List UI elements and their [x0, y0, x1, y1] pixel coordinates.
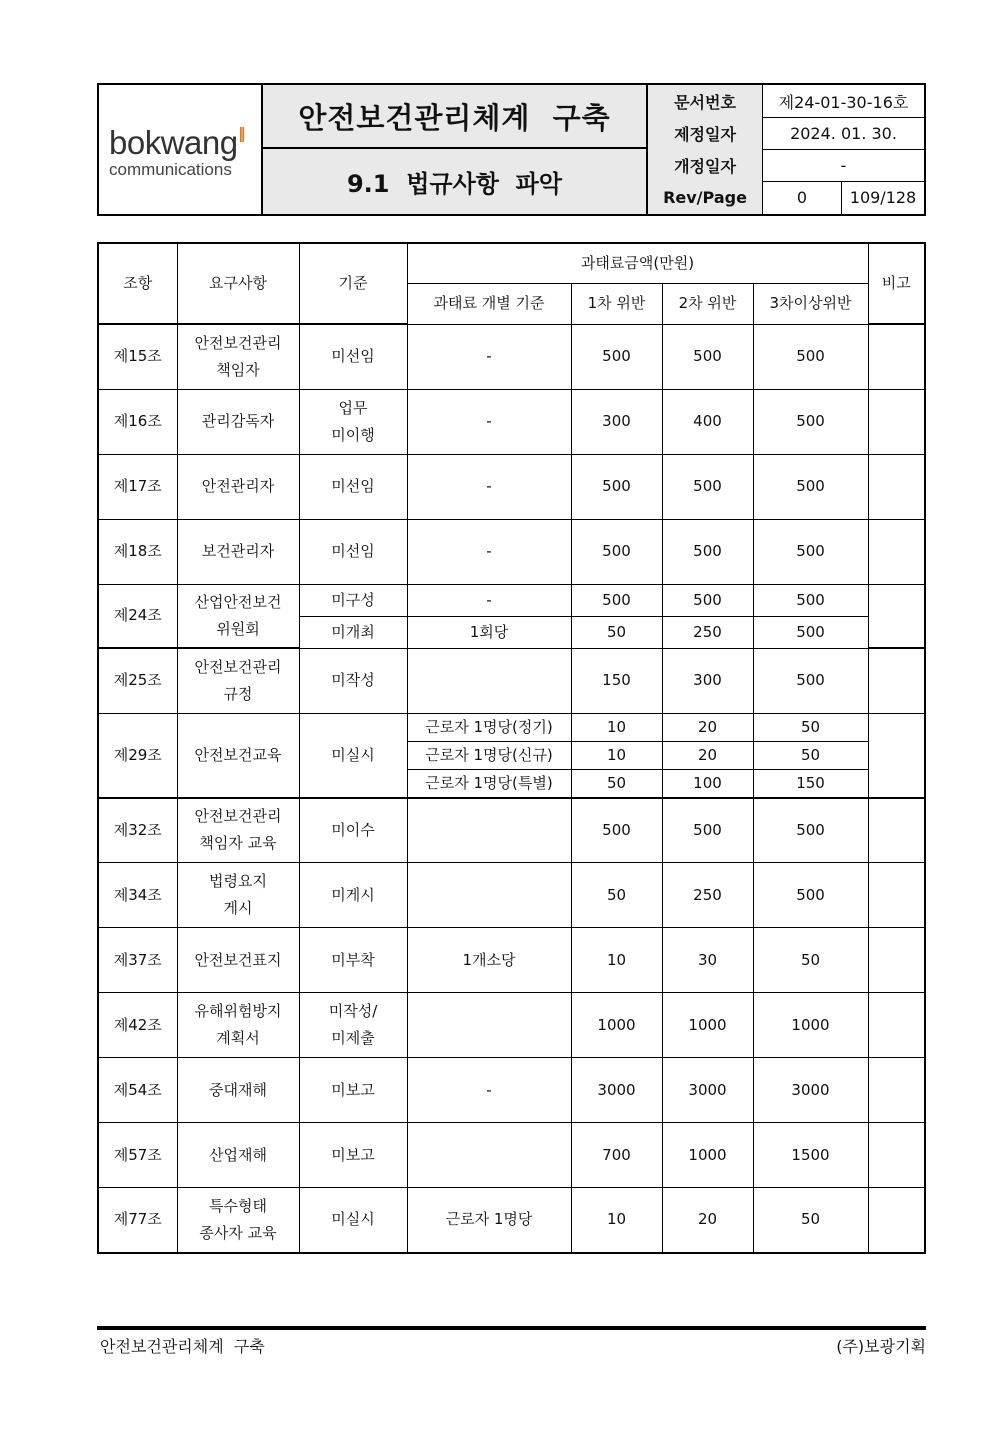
header-second: 2차 위반 [662, 283, 753, 324]
third-cell: 50 [753, 741, 868, 769]
first-cell: 500 [571, 584, 662, 616]
first-cell: 150 [571, 648, 662, 713]
basis-cell: - [407, 584, 571, 616]
article-cell: 제15조 [98, 324, 177, 389]
note-cell [868, 713, 925, 798]
basis-cell: 1회당 [407, 616, 571, 648]
note-cell [868, 519, 925, 584]
meta-row-rev-page [648, 181, 924, 214]
note-cell [868, 863, 925, 928]
criteria-cell: 미게시 [299, 863, 407, 928]
third-cell: 500 [753, 798, 868, 863]
meta-value: 제24-01-30-16호 [778, 92, 909, 112]
logo-name: bokwang [109, 124, 238, 161]
header-article: 조항 [98, 243, 177, 324]
requirement-cell: 특수형태 종사자 교육 [177, 1188, 299, 1253]
article-cell: 제32조 [98, 798, 177, 863]
article-cell: 제34조 [98, 863, 177, 928]
table-row [98, 324, 925, 389]
meta-row-revised [648, 149, 924, 182]
first-cell: 50 [571, 616, 662, 648]
criteria-cell: 업무 미이행 [299, 389, 407, 454]
table-row [98, 798, 925, 863]
document-meta [648, 85, 924, 214]
note-cell [868, 648, 925, 713]
header-third: 3차이상위반 [753, 283, 868, 324]
basis-cell: - [407, 1058, 571, 1123]
table-row [98, 993, 925, 1058]
meta-value: - [840, 155, 847, 175]
table-row [98, 1058, 925, 1123]
requirement-cell: 관리감독자 [177, 389, 299, 454]
table-row [98, 1123, 925, 1188]
requirement-cell: 안전보건교육 [177, 713, 299, 798]
meta-label: 문서번호 [648, 85, 763, 117]
logo-subtext: communications [109, 160, 232, 179]
second-cell: 20 [662, 713, 753, 741]
article-cell: 제24조 [98, 584, 177, 648]
note-cell [868, 454, 925, 519]
basis-cell: 근로자 1명당(신규) [407, 741, 571, 769]
third-cell: 1000 [753, 993, 868, 1058]
basis-cell: 근로자 1명당(특별) [407, 769, 571, 798]
basis-cell [407, 993, 571, 1058]
article-cell: 제17조 [98, 454, 177, 519]
meta-row-doc-number [648, 85, 924, 118]
second-cell: 250 [662, 863, 753, 928]
third-cell: 50 [753, 713, 868, 741]
criteria-cell: 미실시 [299, 713, 407, 798]
requirement-cell: 유해위험방지 계획서 [177, 993, 299, 1058]
third-cell: 500 [753, 519, 868, 584]
table-row [98, 713, 925, 741]
meta-label: 개정일자 [648, 149, 763, 181]
requirement-cell: 산업안전보건 위원회 [177, 584, 299, 648]
meta-value: 2024. 01. 30. [790, 123, 897, 143]
table-row [98, 519, 925, 584]
first-cell: 500 [571, 324, 662, 389]
note-cell [868, 993, 925, 1058]
header-criteria: 기준 [299, 243, 407, 324]
second-cell: 30 [662, 928, 753, 993]
meta-row-established [648, 117, 924, 150]
criteria-cell: 미부착 [299, 928, 407, 993]
note-cell [868, 798, 925, 863]
basis-cell [407, 863, 571, 928]
basis-cell [407, 798, 571, 863]
second-cell: 1000 [662, 1123, 753, 1188]
criteria-cell: 미실시 [299, 1188, 407, 1253]
meta-rev: 0 [763, 181, 842, 214]
requirement-cell: 안전보건관리 책임자 [177, 324, 299, 389]
note-cell [868, 928, 925, 993]
criteria-cell: 미선임 [299, 519, 407, 584]
meta-label: Rev/Page [648, 181, 763, 214]
third-cell: 500 [753, 616, 868, 648]
article-cell: 제57조 [98, 1123, 177, 1188]
first-cell: 3000 [571, 1058, 662, 1123]
first-cell: 300 [571, 389, 662, 454]
article-cell: 제42조 [98, 993, 177, 1058]
header-fine-group: 과태료금액(만원) [407, 243, 868, 283]
first-cell: 500 [571, 798, 662, 863]
section-title: 9.1 법규사항 파악 [263, 149, 648, 214]
basis-cell: - [407, 324, 571, 389]
table-row [98, 648, 925, 713]
footer-left: 안전보건관리체계 구축 [100, 1337, 265, 1356]
requirement-cell: 안전보건표지 [177, 928, 299, 993]
basis-cell [407, 1123, 571, 1188]
third-cell: 50 [753, 1188, 868, 1253]
third-cell: 50 [753, 928, 868, 993]
requirement-cell: 안전보건관리 책임자 교육 [177, 798, 299, 863]
requirement-cell: 중대재해 [177, 1058, 299, 1123]
third-cell: 500 [753, 324, 868, 389]
second-cell: 20 [662, 741, 753, 769]
second-cell: 100 [662, 769, 753, 798]
meta-page: 109/128 [849, 188, 917, 207]
criteria-cell: 미선임 [299, 454, 407, 519]
first-cell: 10 [571, 741, 662, 769]
first-cell: 10 [571, 928, 662, 993]
second-cell: 500 [662, 798, 753, 863]
basis-cell: 근로자 1명당 [407, 1188, 571, 1253]
requirement-cell: 안전보건관리 규정 [177, 648, 299, 713]
penalty-table [97, 242, 926, 1254]
table-row [98, 584, 925, 616]
table-row [98, 1188, 925, 1253]
second-cell: 400 [662, 389, 753, 454]
company-logo [99, 85, 263, 214]
table-row [98, 863, 925, 928]
requirement-cell: 산업재해 [177, 1123, 299, 1188]
second-cell: 500 [662, 584, 753, 616]
requirement-cell: 법령요지 게시 [177, 863, 299, 928]
article-cell: 제29조 [98, 713, 177, 798]
note-cell [868, 324, 925, 389]
header-fine-basis: 과태료 개별 기준 [407, 283, 571, 324]
basis-cell [407, 648, 571, 713]
logo-mark: ll [238, 125, 244, 147]
second-cell: 500 [662, 454, 753, 519]
second-cell: 20 [662, 1188, 753, 1253]
first-cell: 500 [571, 519, 662, 584]
note-cell [868, 389, 925, 454]
third-cell: 500 [753, 389, 868, 454]
criteria-cell: 미이수 [299, 798, 407, 863]
note-cell [868, 1058, 925, 1123]
footer-right: (주)보광기획 [836, 1337, 926, 1356]
criteria-cell: 미선임 [299, 324, 407, 389]
article-cell: 제77조 [98, 1188, 177, 1253]
header-note: 비고 [868, 243, 925, 324]
first-cell: 10 [571, 713, 662, 741]
table-row [98, 454, 925, 519]
first-cell: 500 [571, 454, 662, 519]
table-row [98, 389, 925, 454]
third-cell: 500 [753, 648, 868, 713]
basis-cell: - [407, 389, 571, 454]
first-cell: 700 [571, 1123, 662, 1188]
third-cell: 500 [753, 584, 868, 616]
third-cell: 3000 [753, 1058, 868, 1123]
article-cell: 제16조 [98, 389, 177, 454]
note-cell [868, 584, 925, 648]
document-header [97, 83, 926, 216]
second-cell: 300 [662, 648, 753, 713]
second-cell: 250 [662, 616, 753, 648]
second-cell: 1000 [662, 993, 753, 1058]
second-cell: 500 [662, 519, 753, 584]
basis-cell: - [407, 454, 571, 519]
first-cell: 50 [571, 769, 662, 798]
article-cell: 제37조 [98, 928, 177, 993]
basis-cell: 근로자 1명당(정기) [407, 713, 571, 741]
note-cell [868, 1123, 925, 1188]
article-cell: 제25조 [98, 648, 177, 713]
criteria-cell: 미작성 [299, 648, 407, 713]
document-title: 안전보건관리체계 구축 [263, 85, 648, 149]
basis-cell: 1개소당 [407, 928, 571, 993]
table-row [98, 928, 925, 993]
first-cell: 1000 [571, 993, 662, 1058]
criteria-cell: 미작성/ 미제출 [299, 993, 407, 1058]
criteria-cell: 미보고 [299, 1123, 407, 1188]
third-cell: 500 [753, 863, 868, 928]
second-cell: 500 [662, 324, 753, 389]
third-cell: 500 [753, 454, 868, 519]
third-cell: 150 [753, 769, 868, 798]
criteria-cell: 미구성 [299, 584, 407, 616]
basis-cell: - [407, 519, 571, 584]
requirement-cell: 보건관리자 [177, 519, 299, 584]
first-cell: 50 [571, 863, 662, 928]
requirement-cell: 안전관리자 [177, 454, 299, 519]
criteria-cell: 미보고 [299, 1058, 407, 1123]
article-cell: 제18조 [98, 519, 177, 584]
header-requirement: 요구사항 [177, 243, 299, 324]
meta-label: 제정일자 [648, 117, 763, 149]
note-cell [868, 1188, 925, 1253]
header-first: 1차 위반 [571, 283, 662, 324]
article-cell: 제54조 [98, 1058, 177, 1123]
first-cell: 10 [571, 1188, 662, 1253]
third-cell: 1500 [753, 1123, 868, 1188]
criteria-cell: 미개최 [299, 616, 407, 648]
footer-rule [97, 1326, 926, 1330]
second-cell: 3000 [662, 1058, 753, 1123]
